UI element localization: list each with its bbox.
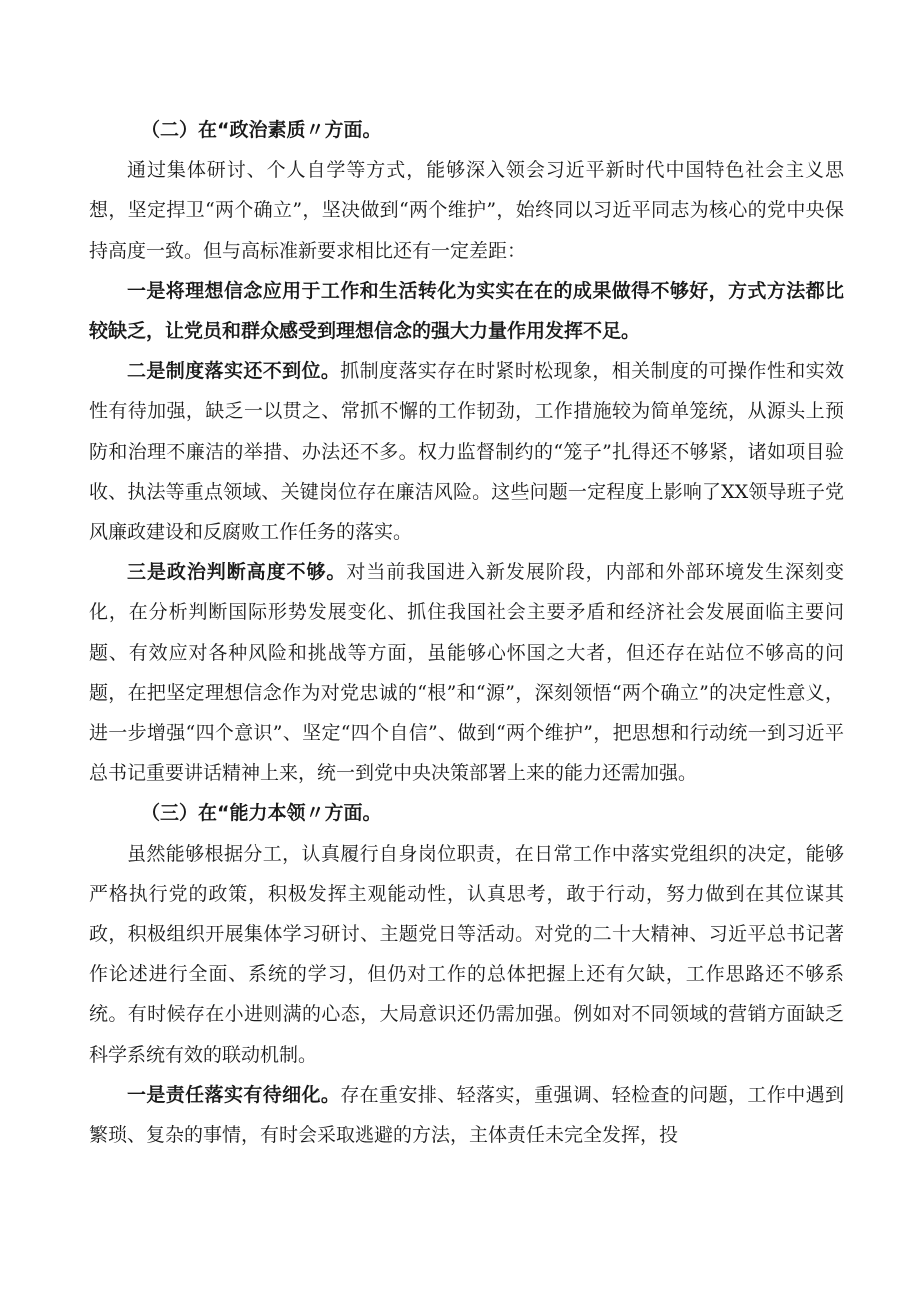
paragraph-body: 对当前我国进入新发展阶段，内部和外部环境发生深刻变化，在分析判断国际形势发展变化、抓住我国社会主要矛盾和经济社会发展面临主要问题、有效应对各种风险和挑战等方面，虽能够心怀国之大者，但还存在站位不够高的问题，在把坚定理想信念作为对党忠诚的“根”和“源”，深刻领悟“两个确立”的决定性意义，进一步增强“四个意识”、坚定“四个自信”、做到“两个维护”，把思想和行动统一到习近平总书记重要讲话精神上来，统一到党中央决策部署上来的能力还需加强。 — [89, 561, 844, 785]
paragraph-ideals-beliefs — [89, 271, 844, 351]
paragraph-body: 抓制度落实存在时紧时松现象，相关制度的可操作性和实效性有待加强，缺乏一以贯之、常抓不懈的工作韧劲，工作措施较为简单笼统，从源头上预防和治理不廉洁的举措、办法还不多。权力监督制约的“笼子”扎得还不够紧，诸如项目验收、执法等重点领域、关键岗位存在廉洁风险。这些问题一定程度上影响了XX领导班子党风廉政建设和反腐败工作任务的落实。 — [89, 360, 844, 544]
paragraph-lead: 一是将理想信念应用于工作和生活转化为实实在在的成果做得不够好，方式方法都比较缺乏，让党员和群众感受到理想信念的强大力量作用发挥不足。 — [89, 279, 844, 343]
section-heading-political-quality: （二）在“政治素质〃方面。 — [141, 119, 382, 141]
paragraph-political-intro: 通过集体研讨、个人自学等方式，能够深入领会习近平新时代中国特色社会主义思想，坚定捍卫“两个确立”，坚决做到“两个维护”，始终同以习近平同志为核心的党中央保持高度一致。但与高标准新要求相比还有一定差距： — [89, 159, 844, 262]
document-body — [89, 110, 844, 1155]
paragraph-body: 存在重安排、轻落实，重强调、轻检查的问题，工作中遇到繁琐、复杂的事情，有时会采取逃避的方法，主体责任未完全发挥，投 — [89, 1083, 844, 1147]
paragraph-ability-intro: 虽然能够根据分工，认真履行自身岗位职责，在日常工作中落实党组织的决定，能够严格执行党的政策，积极发挥主观能动性，认真思考，敢于行动，努力做到在其位谋其政，积极组织开展集体学习研讨、主题党日等活动。对党的二十大精神、习近平总书记著作论述进行全面、系统的学习，但仍对工作的总体把握上还有欠缺，工作思路还不够系统。有时候存在小进则满的心态，大局意识还仍需加强。例如对不同领域的营销方面缺乏科学系统有效的联动机制。 — [89, 842, 844, 1066]
paragraph-responsibility — [89, 1075, 844, 1155]
paragraph-lead: 二是制度落实还不到位。 — [127, 360, 341, 383]
paragraph-political-judgment — [89, 552, 844, 793]
paragraph-system-implementation — [89, 351, 844, 552]
paragraph-lead: 一是责任落实有待细化。 — [127, 1083, 341, 1106]
paragraph-lead: 三是政治判断高度不够。 — [127, 561, 347, 584]
section-heading-ability: （三）在“能力本领〃方面。 — [141, 802, 382, 825]
